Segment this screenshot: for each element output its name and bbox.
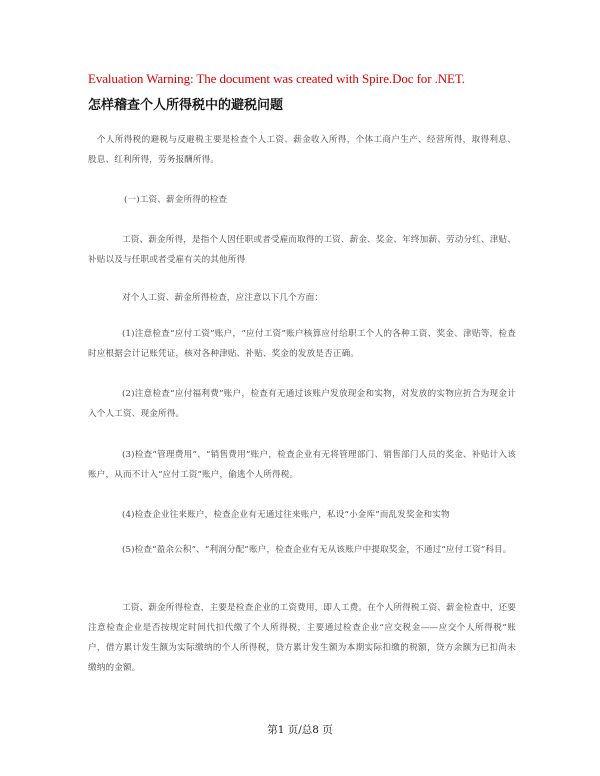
- section-heading-salary: (一)工资、薪金所得的检查: [124, 195, 228, 205]
- paragraph-item-1: (1)注意检查“应付工资”账户，“应付工资”账户核算应付给职工个人的各种工资、奖金、津贴等，检查时应根据会计记账凭证，核对各种津贴、补贴、奖金的发放是否正确。: [88, 329, 516, 359]
- document-title: 怎样稽查个人所得税中的避税问题: [88, 98, 284, 113]
- paragraph-summary: 工资、薪金所得检查，主要是检查企业的工资费用，即人工费。在个人所得税工资、薪金检查中，还要注意检查企业是否按规定时间代扣代缴了个人所得税，主要通过检查企业“应交税金——应交个人所得税”账户，借方累计发生额为实际缴纳的个人所得税，贷方累计发生额为本期实际扣缴的税额，贷方余额为已扣尚未缴纳的金额。: [88, 603, 516, 673]
- paragraph-item-5: (5)检查“盈余公积”、“利润分配”账户，检查企业有无从该账户中提取奖金，不通过“应付工资”科目。: [122, 545, 512, 555]
- paragraph-check-aspects: 对个人工资、薪金所得检查，应注意以下几个方面：: [122, 293, 324, 303]
- paragraph-intro: 个人所得税的避税与反避税主要是检查个人工资、薪金收入所得，个体工商户生产、经营所得，取得利息、股息、红利所得，劳务报酬所得。: [88, 135, 516, 165]
- evaluation-warning: Evaluation Warning: The document was created with Spire.Doc for .NET.: [88, 71, 465, 86]
- paragraph-salary-definition: 工资、薪金所得，是指个人因任职或者受雇而取得的工资、薪金、奖金、年终加薪、劳动分红、津贴、补贴以及与任职或者受雇有关的其他所得: [88, 235, 516, 265]
- page-number-footer: 第1 页/总8 页: [267, 724, 333, 736]
- paragraph-item-4: (4)检查企业往来账户，检查企业有无通过往来账户，私设“小金库”而乱发奖金和实物: [122, 510, 450, 520]
- paragraph-item-2: (2)注意检查“应付福利费”账户，检查有无通过该账户发放现金和实物，对发放的实物应折合为现金计入个人工资、现金所得。: [88, 389, 516, 419]
- paragraph-item-3: (3)检查“管理费用”、“销售费用”账户，检查企业有无将管理部门、销售部门人员的奖金、补贴计入该账户，从而不计入“应付工资”账户，偷逃个人所得税。: [88, 450, 516, 480]
